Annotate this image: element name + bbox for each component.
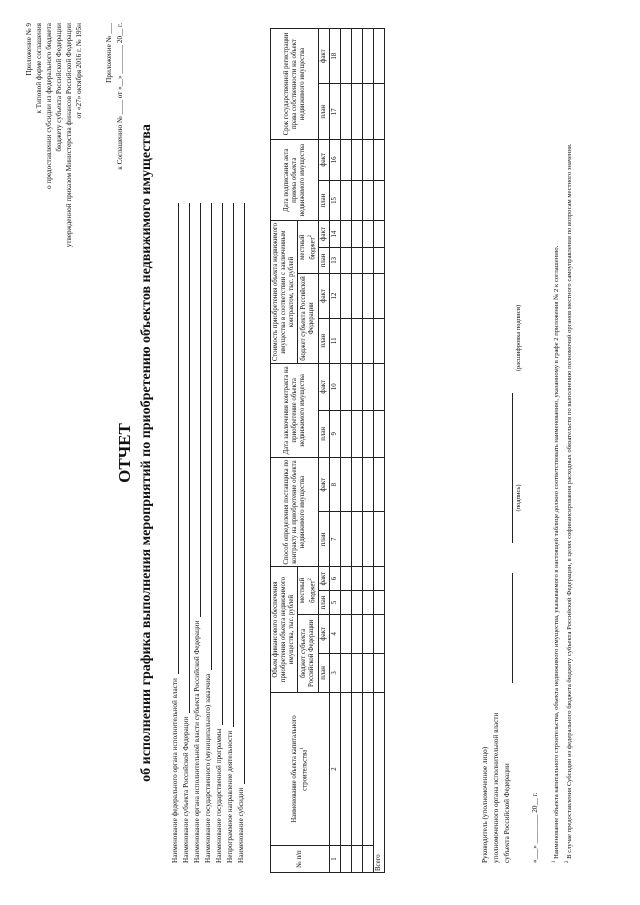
column-number: 18: [330, 28, 341, 83]
column-number-row: [330, 28, 341, 872]
table-cell[interactable]: [374, 457, 385, 512]
table-cell[interactable]: [352, 139, 363, 180]
name-caption: (расшифровка подписи): [515, 304, 522, 371]
table-cell[interactable]: [352, 28, 363, 83]
header-method: Способ определения поставщика по контракту на приобретение объекта недвижимого имущества: [271, 457, 319, 566]
form-row: [212, 203, 223, 863]
header-cost: Стоимость приобретения объекта недвижимого имущества в соответствии с заключенным контрактом, тыс. рублей: [271, 220, 298, 362]
column-number: 10: [330, 363, 341, 410]
appendix-line: бюджету субъекта Российской Федерации: [55, 22, 63, 152]
table-cell[interactable]: [341, 180, 352, 221]
agreement-to-agreement: к Соглашению № ____ от «__» ________ 20__ г.: [116, 22, 124, 170]
column-number: 6: [330, 566, 341, 590]
table-cell[interactable]: [363, 363, 374, 410]
table-cell[interactable]: [374, 220, 385, 246]
table-cell[interactable]: [341, 653, 352, 692]
header-name: Наименование объекта капитального строительства$^1$: [271, 692, 330, 845]
signature-captions: [513, 43, 524, 863]
document-title: [115, 13, 155, 893]
column-number: 16: [330, 139, 341, 180]
table-row: [341, 28, 352, 872]
table-cell[interactable]: [352, 247, 363, 273]
table-cell[interactable]: [363, 511, 374, 566]
signature-field[interactable]: [504, 573, 513, 683]
table-cell[interactable]: [374, 273, 385, 318]
column-number: 17: [330, 83, 341, 139]
column-number: 5: [330, 590, 341, 614]
table-cell[interactable]: [341, 247, 352, 273]
table-cell[interactable]: [363, 318, 374, 363]
fact-header: факт: [319, 457, 330, 512]
signature-row: [502, 43, 513, 863]
field-label: Наименование субъекта Российской Федерации: [182, 716, 190, 863]
plan-header: план: [319, 180, 330, 221]
table-cell[interactable]: [352, 273, 363, 318]
table-cell[interactable]: [341, 566, 352, 590]
table-cell[interactable]: [363, 220, 374, 246]
table-cell[interactable]: [374, 614, 385, 653]
column-number: 7: [330, 511, 341, 566]
plan-header: план: [319, 247, 330, 273]
appendix-line: от «27» октября 2016 г. № 195н: [75, 22, 83, 118]
field-line[interactable]: [203, 203, 212, 670]
fact-header: факт: [319, 614, 330, 653]
table-cell[interactable]: [341, 83, 352, 139]
appendix-line: о предоставлении субсидии из федерального бюджета: [45, 22, 53, 189]
field-label: Наименование органа исполнительной власти субъекта Российской Федерации: [193, 620, 201, 863]
table-cell[interactable]: [374, 318, 385, 363]
header-regional: бюджет субъекта Российской Федерации: [298, 614, 319, 692]
field-line[interactable]: [181, 203, 190, 713]
table-cell[interactable]: [341, 363, 352, 410]
table-cell[interactable]: [352, 653, 363, 692]
header-ownership: Срок государственной регистрации права собственности на объект недвижимого имущества: [271, 28, 319, 139]
table-cell[interactable]: [352, 83, 363, 139]
field-line[interactable]: [214, 203, 223, 725]
footnote: $^2$ В случае предоставления Субсидии из федерального бюджета бюджету субъекта Российской Федерации, в целях софинансирования расходных обязательств по выполнению полномочий органов местного самоуправления по вопросам местного значения.: [565, 142, 574, 863]
table-cell[interactable]: [352, 410, 363, 457]
field-line[interactable]: [192, 203, 201, 617]
table-cell[interactable]: [341, 511, 352, 566]
table-cell[interactable]: [341, 845, 352, 872]
fact-header: факт: [319, 139, 330, 180]
table-cell[interactable]: [341, 590, 352, 614]
form-row: [168, 203, 179, 863]
column-number: 8: [330, 457, 341, 512]
plan-header: план: [319, 410, 330, 457]
table-row: [352, 28, 363, 872]
header-signing: Дата подписания акта приема объекта недвижимого имущества: [271, 139, 319, 220]
table-cell[interactable]: [363, 566, 374, 590]
plan-header: план: [319, 318, 330, 363]
table-cell[interactable]: [341, 614, 352, 653]
column-number: 3: [330, 653, 341, 692]
header-num: № п/п: [271, 845, 330, 872]
title-sub: об исполнении графика выполнения мероприятий по приобретению объектов недвижимого имущества: [139, 123, 154, 782]
table-cell[interactable]: [363, 28, 374, 83]
header-local: местный бюджет$^2$: [298, 220, 319, 273]
rotated-document-sheet: [20, 13, 620, 893]
table-row: [363, 28, 374, 872]
table-cell[interactable]: [363, 247, 374, 273]
column-number: 1: [330, 845, 341, 872]
plan-header: план: [319, 590, 330, 614]
field-label: Наименование государственной программы: [215, 728, 223, 863]
header-regional: бюджет субъекта Российской Федерации: [298, 273, 319, 363]
agreement-appendix-no: Приложение № ___: [105, 22, 113, 83]
fact-header: факт: [319, 28, 330, 83]
fact-header: факт: [319, 566, 330, 590]
table-cell[interactable]: [363, 139, 374, 180]
table-cell[interactable]: [341, 457, 352, 512]
table-cell[interactable]: [363, 653, 374, 692]
table-cell[interactable]: [363, 180, 374, 221]
field-line[interactable]: [225, 203, 234, 727]
table-cell[interactable]: [363, 273, 374, 318]
table-cell[interactable]: [374, 363, 385, 410]
table-cell[interactable]: [352, 180, 363, 221]
table-cell[interactable]: [352, 511, 363, 566]
table-cell[interactable]: [341, 318, 352, 363]
report-table: [270, 28, 385, 873]
fact-header: факт: [319, 273, 330, 318]
fact-header: факт: [319, 220, 330, 246]
table-cell[interactable]: [341, 273, 352, 318]
table-cell[interactable]: [374, 28, 385, 83]
table-cell[interactable]: [352, 457, 363, 512]
table-cell[interactable]: [341, 139, 352, 180]
column-number: 2: [330, 692, 341, 845]
table-cell[interactable]: [374, 83, 385, 139]
table-cell[interactable]: [363, 692, 374, 845]
table-cell[interactable]: [363, 410, 374, 457]
form-fields: [168, 203, 245, 863]
table-cell[interactable]: [374, 180, 385, 221]
table-cell[interactable]: [374, 139, 385, 180]
header-funding: Объем финансового обеспечения приобретения объекта недвижимого имущества, тыс. рублей: [271, 566, 298, 692]
plan-header: план: [319, 83, 330, 139]
appendix-header: [24, 23, 84, 247]
column-number: 9: [330, 410, 341, 457]
table-cell[interactable]: [374, 590, 385, 614]
sign-caption: (подпись): [515, 484, 522, 511]
total-row: [374, 28, 385, 872]
signer-line: Руководитель (уполномоченное лицо): [481, 746, 489, 863]
appendix-number: Приложение № 9: [25, 22, 33, 76]
field-line[interactable]: [170, 203, 179, 674]
signer-line: субъекта Российской Федерации: [503, 762, 511, 863]
column-number: 4: [330, 614, 341, 653]
table-cell[interactable]: [352, 614, 363, 653]
table-cell[interactable]: [352, 363, 363, 410]
table-cell[interactable]: [352, 566, 363, 590]
table-cell[interactable]: [374, 653, 385, 692]
column-number: 11: [330, 318, 341, 363]
table-cell[interactable]: [341, 220, 352, 246]
column-number: 13: [330, 247, 341, 273]
signer-line: уполномоченного органа исполнительной власти: [492, 712, 500, 863]
title-main: ОТЧЕТ: [115, 422, 134, 483]
table-cell[interactable]: [341, 410, 352, 457]
form-row: [179, 203, 190, 863]
date-line: «___» ________ 20__ г.: [531, 792, 539, 863]
signature-block: [480, 43, 541, 863]
form-row: [234, 203, 245, 863]
table-cell[interactable]: [363, 845, 374, 872]
footnote: $^1$ Наименование объекта капитального строительства, объекта недвижимого имущества, указываемого в настоящей таблице должно соответствовать наименованию, указанному в графе 2 приложения № 2 к соглашению.: [552, 245, 561, 863]
table-cell[interactable]: [374, 247, 385, 273]
field-line[interactable]: [236, 203, 245, 784]
field-label: Наименование государственного (муниципального) заказчика: [204, 673, 212, 863]
name-field[interactable]: [504, 393, 513, 543]
table-cell[interactable]: [363, 83, 374, 139]
table-cell[interactable]: [352, 692, 363, 845]
form-row: [190, 203, 201, 863]
table-cell[interactable]: [341, 28, 352, 83]
form-row: [201, 203, 212, 863]
table-cell[interactable]: [352, 845, 363, 872]
field-label: Непрограммное направление деятельности: [226, 730, 234, 863]
appendix-line: утвержденной приказом Министерства финансов Российской Федерации: [65, 22, 73, 247]
table-cell[interactable]: [374, 410, 385, 457]
header-row: [271, 28, 298, 872]
plan-header: план: [319, 511, 330, 566]
footnotes: [550, 43, 576, 863]
table-cell[interactable]: [352, 220, 363, 246]
table-cell[interactable]: [363, 457, 374, 512]
table-cell[interactable]: [352, 318, 363, 363]
column-number: 14: [330, 220, 341, 246]
header-contract-date: Дата заключения контракта на приобретение объекта недвижимого имущества: [271, 363, 319, 457]
column-number: 15: [330, 180, 341, 221]
plan-header: план: [319, 653, 330, 692]
table-cell[interactable]: [363, 590, 374, 614]
field-label: Наименование субсидии: [237, 787, 245, 863]
header-local: местный бюджет$^2$: [298, 566, 319, 614]
table-cell[interactable]: [352, 590, 363, 614]
total-label: Всего: [374, 692, 385, 872]
table-cell[interactable]: [341, 692, 352, 845]
appendix-line: к Типовой форме соглашения: [35, 22, 43, 114]
table-cell[interactable]: [374, 511, 385, 566]
form-row: [223, 203, 234, 863]
table-cell[interactable]: [374, 566, 385, 590]
table-cell[interactable]: [363, 614, 374, 653]
fact-header: факт: [319, 363, 330, 410]
column-number: 12: [330, 273, 341, 318]
field-label: Наименование федерального органа исполнительной власти: [171, 677, 179, 863]
